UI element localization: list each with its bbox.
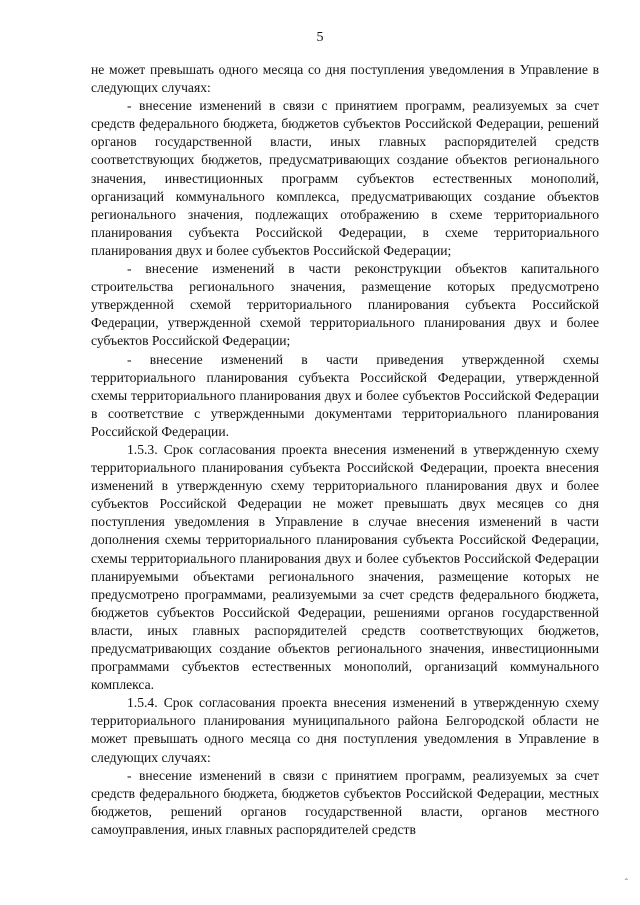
paragraph: - внесение изменений в связи с принятием программ, реализуемых за счет средств федерального бюджета, бюджетов субъектов Российской Федерации, местных бюджетов, решений органов государственной власти, органов местного самоуправления, иных главных распорядителей средств [91, 767, 599, 837]
paragraph: - внесение изменений в связи с принятием программ, реализуемых за счет средств федерального бюджета, бюджетов субъектов Российской Федерации, решений органов государственной власти, иных главных распорядителей средств соответствующих бюджетов, предусматривающих создание объектов регионального значения, инвестиционных программ субъектов естественных монополий, организаций коммунального комплекса, предусматривающих создание объектов регионального значения, подлежащих отображению в схеме территориального планирования субъекта Российской Федерации, в схеме территориального планирования двух и более субъектов Российской Федерации; [91, 98, 599, 258]
paragraph: 1.5.3. Срок согласования проекта внесения изменений в утвержденную схему территориального планирования субъекта Российской Федерации, проекта внесения изменений в утвержденную схему территориального планирования двух и более субъектов Российской Федерации не может превышать двух месяцев со дня поступления уведомления в Управление в случае внесения изменений в части дополнения схемы территориального планирования субъекта Российской Федерации, схемы территориального планирования двух и более субъектов Российской Федерации планируемыми объектами регионального значения, размещение которых не предусмотрено программами, реализуемыми за счет средств федерального бюджета, бюджетов субъектов Российской Федерации, решениями органов государственной власти, иных главных распорядителей средств соответствующих бюджетов, предусматривающих создание объектов регионального значения, инвестиционными программами субъектов естественных монополий, организаций коммунального комплекса. [91, 441, 599, 693]
document-body [91, 61, 599, 839]
page-number: 5 [316, 30, 324, 45]
paragraph: не может превышать одного месяца со дня поступления уведомления в Управление в следующих случаях: [91, 62, 599, 96]
scan-mark: ˆ [624, 878, 628, 889]
paragraph: - внесение изменений в части приведения утвержденной схемы территориального планирования субъекта Российской Федерации, утвержденной схемы территориального планирования двух и более субъектов Российской Федерации в соответствие с утвержденными документами территориального планирования Российской Федерации. [91, 351, 599, 439]
paragraph: 1.5.4. Срок согласования проекта внесения изменений в утвержденную схему территориального планирования муниципального района Белгородской области не может превышать одного месяца со дня поступления уведомления в Управление в следующих случаях: [91, 695, 599, 765]
paragraph: - внесение изменений в части реконструкции объектов капитального строительства регионального значения, размещение которых предусмотрено утвержденной схемой территориального планирования субъекта Российской Федерации, утвержденной схемой территориального планирования двух и более субъектов Российской Федерации; [91, 261, 599, 349]
